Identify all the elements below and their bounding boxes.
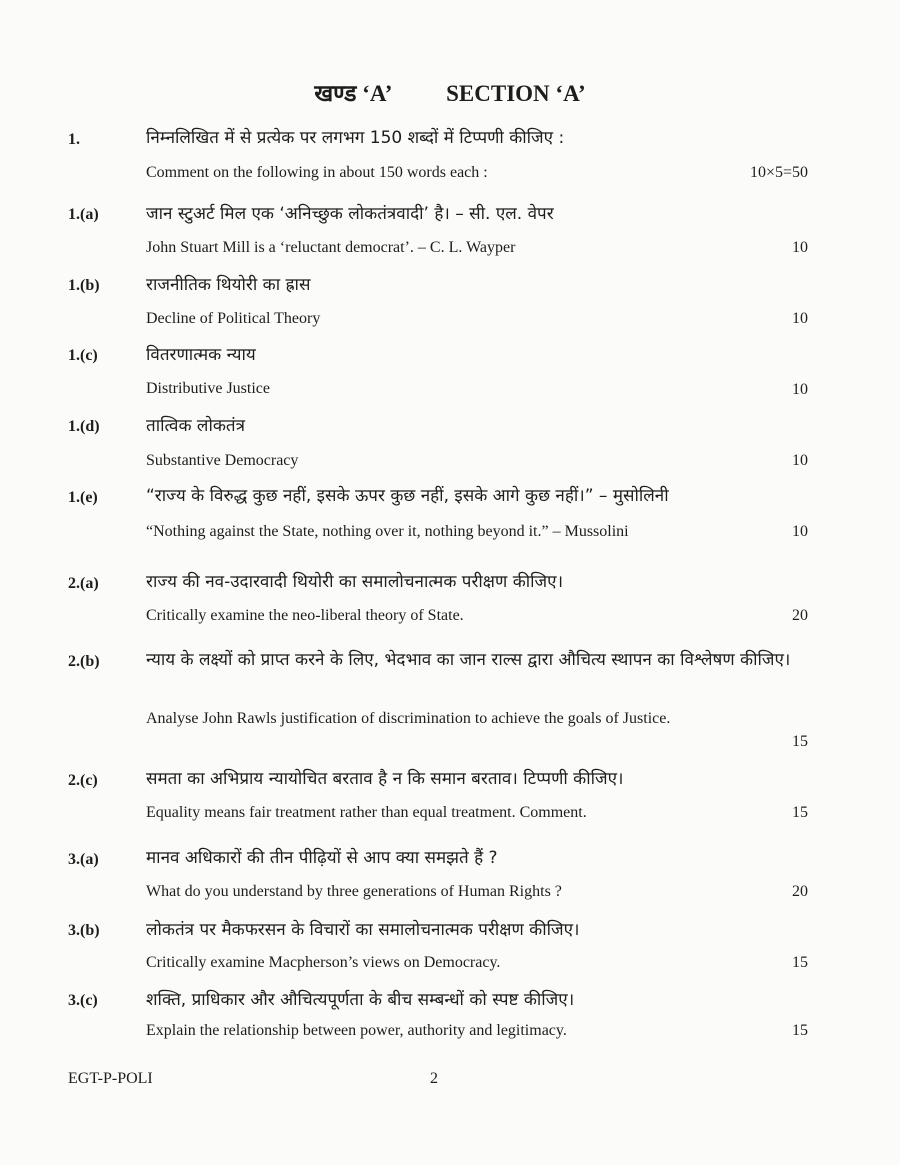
question-text-hindi: वितरणात्मक न्याय <box>146 345 256 365</box>
question-marks: 20 <box>792 883 808 900</box>
question-marks: 10 <box>792 523 808 540</box>
question-marks: 20 <box>792 607 808 624</box>
question-marks: 15 <box>792 804 808 821</box>
question-marks: 10 <box>792 381 808 398</box>
question-text-hindi: तात्विक लोकतंत्र <box>146 416 245 436</box>
question-text-hindi: शक्ति, प्राधिकार और औचित्यपूर्णता के बीच सम्बन्धों को स्पष्ट कीजिए। <box>146 990 575 1010</box>
section-title <box>0 76 900 108</box>
question-number: 1. <box>68 131 80 148</box>
question-marks: 10×5=50 <box>749 164 808 181</box>
question-number: 3.(b) <box>68 922 100 939</box>
question-text-english: Critically examine the neo-liberal theory of State. <box>146 607 464 624</box>
question-text-english: Critically examine Macpherson’s views on Democracy. <box>146 954 501 971</box>
question-text-english: Equality means fair treatment rather than equal treatment. Comment. <box>146 804 587 821</box>
question-text-english: Comment on the following in about 150 words each : <box>146 164 488 181</box>
question-number: 1.(c) <box>68 347 98 364</box>
question-text-english: Analyse John Rawls justification of discrimination to achieve the goals of Justice. <box>146 710 671 727</box>
question-text-english: Explain the relationship between power, authority and legitimacy. <box>146 1022 567 1039</box>
question-text-hindi: समता का अभिप्राय न्यायोचित बरताव है न कि समान बरताव। टिप्पणी कीजिए। <box>146 769 624 789</box>
question-text-hindi: निम्नलिखित में से प्रत्येक पर लगभग 150 शब्दों में टिप्पणी कीजिए : <box>146 128 565 148</box>
page-number: 2 <box>430 1070 438 1087</box>
section-title-hindi: खण्ड ‘A’ <box>314 81 393 106</box>
question-number: 1.(d) <box>68 418 100 435</box>
question-number: 1.(b) <box>68 277 100 294</box>
section-title-english: SECTION ‘A’ <box>446 81 586 106</box>
question-marks: 10 <box>792 310 808 327</box>
question-number: 3.(a) <box>68 851 99 868</box>
question-text-hindi: राज्य की नव-उदारवादी थियोरी का समालोचनात्मक परीक्षण कीजिए। <box>146 572 564 592</box>
question-number: 2.(b) <box>68 653 100 670</box>
question-number: 2.(a) <box>68 575 99 592</box>
question-text-english: Distributive Justice <box>146 380 270 397</box>
question-text-english: John Stuart Mill is a ‘reluctant democrat’. – C. L. Wayper <box>146 239 516 256</box>
question-text-hindi: जान स्टुअर्ट मिल एक ‘अनिच्छुक लोकतंत्रवादी’ है। – सी. एल. वेपर <box>146 204 554 224</box>
question-marks: 15 <box>792 1022 808 1039</box>
question-marks: 10 <box>792 239 808 256</box>
question-text-hindi: राजनीतिक थियोरी का ह्रास <box>146 275 311 295</box>
question-marks: 15 <box>792 733 808 750</box>
question-text-english: Substantive Democracy <box>146 452 299 469</box>
question-text-english: What do you understand by three generations of Human Rights ? <box>146 883 562 900</box>
question-text-english: “Nothing against the State, nothing over it, nothing beyond it.” – Mussolini <box>146 523 629 540</box>
question-text-hindi: मानव अधिकारों की तीन पीढ़ियों से आप क्या समझते हैं ? <box>146 848 498 868</box>
question-number: 2.(c) <box>68 772 98 789</box>
paper-code: EGT-P-POLI <box>68 1070 153 1087</box>
question-text-english: Decline of Political Theory <box>146 310 321 327</box>
question-text-hindi: न्याय के लक्ष्यों को प्राप्त करने के लिए, भेदभाव का जान राल्स द्वारा औचित्य स्थापन का विश्लेषण कीजिए। <box>146 650 791 670</box>
question-marks: 10 <box>792 452 808 469</box>
question-text-hindi: “राज्य के विरुद्ध कुछ नहीं, इसके ऊपर कुछ नहीं, इसके आगे कुछ नहीं।” – मुसोलिनी <box>146 486 669 506</box>
question-number: 1.(a) <box>68 206 99 223</box>
question-number: 3.(c) <box>68 992 98 1009</box>
question-marks: 15 <box>792 954 808 971</box>
question-text-hindi: लोकतंत्र पर मैकफरसन के विचारों का समालोचनात्मक परीक्षण कीजिए। <box>146 920 580 940</box>
question-number: 1.(e) <box>68 489 98 506</box>
